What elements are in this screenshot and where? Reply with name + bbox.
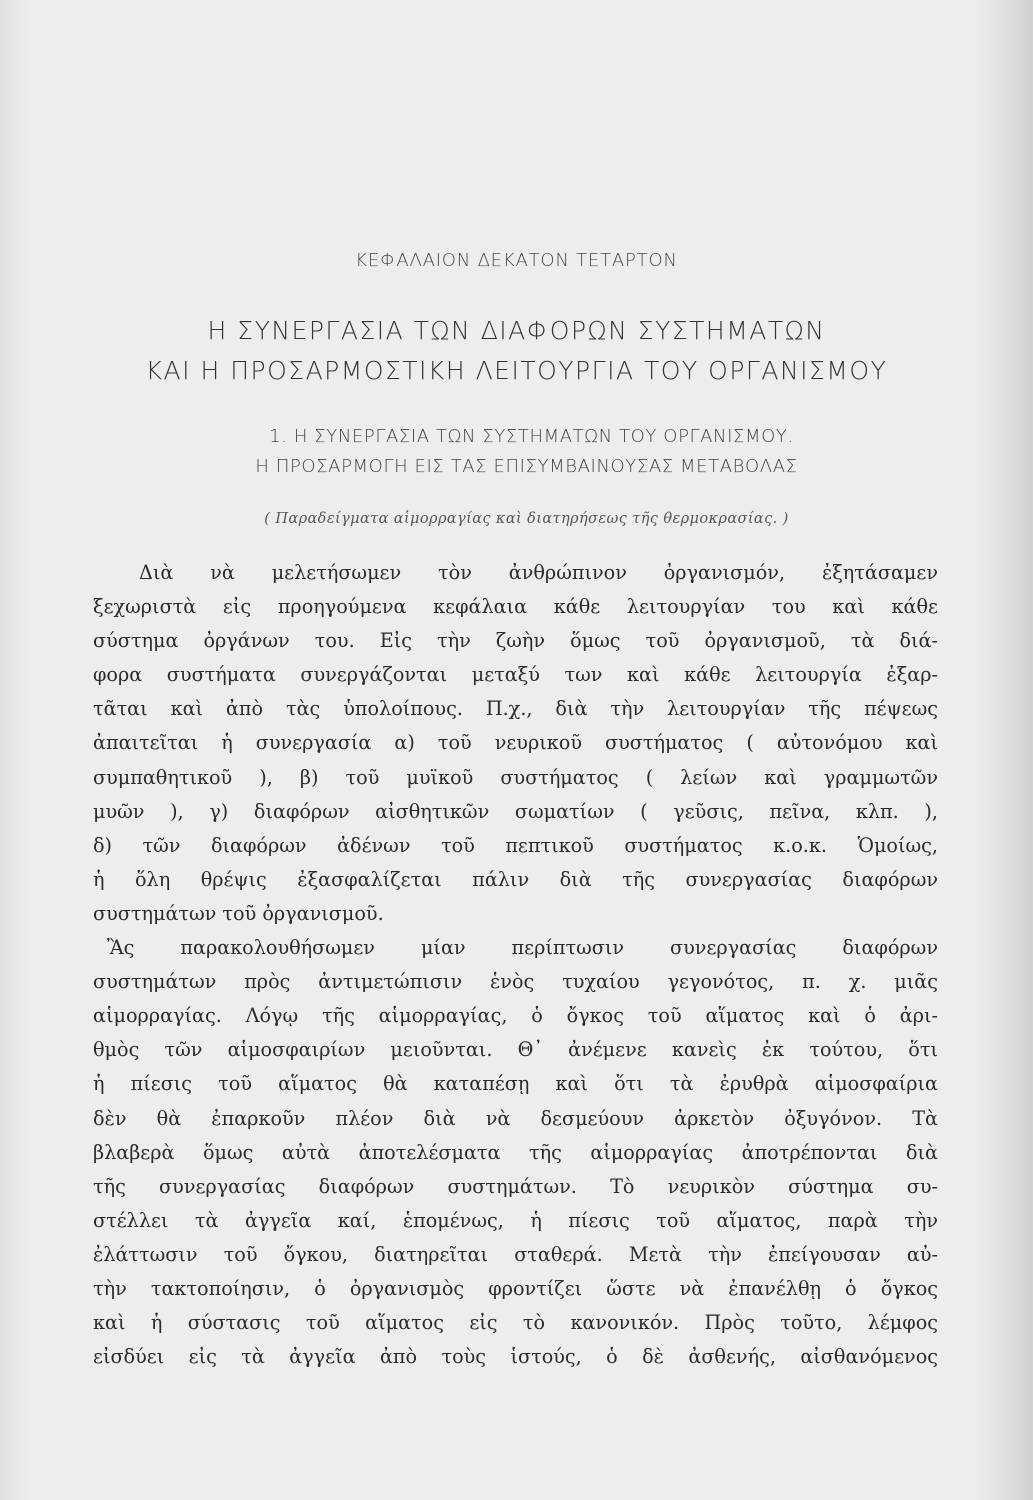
text-line: συστημάτων πρὸς ἀντιμετώπισιν ἑνὸς τυχαίου γεγονότος, π. χ. μιᾶς [93,970,938,994]
page-shadow-right [973,0,1033,1500]
section-heading-line-2: Η ΠΡΟΣΑΡΜΟΓΗ ΕΙΣ ΤΑΣ ΕΠΙΣΥΜΒΑΙΝΟΥΣΑΣ ΜΕΤΑΒΟΛΑΣ [255,456,798,477]
body-text [93,556,938,1374]
text-line: σύστημα ὀργάνων του. Εἰς τὴν ζωὴν ὅμως τοῦ ὀργανισμοῦ, τὰ διά- [93,629,938,653]
chapter-title-line-2: ΚΑΙ Η ΠΡΟΣΑΡΜΟΣΤΙΚΗ ΛΕΙΤΟΥΡΓΙΑ ΤΟΥ ΟΡΓΑΝΙΣΜΟΥ [145,356,888,385]
text-line: ἡ ὅλη θρέψις ἐξασφαλίζεται πάλιν διὰ τῆς συνεργασίας διαφόρων [93,867,938,891]
text-line: ἡ πίεσις τοῦ αἵματος θὰ καταπέσῃ καὶ ὅτι τὰ ἐρυθρὰ αἱμοσφαίρια [93,1072,938,1096]
text-line: Διὰ νὰ μελετήσωμεν τὸν ἀνθρώπινον ὀργανισμόν, ἐξητάσαμεν [139,561,938,584]
text-line: βλαβερὰ ὅμως αὐτὰ ἀποτελέσματα τῆς αἱμορραγίας ἀποτρέπονται διὰ [93,1140,938,1164]
text-line: συστημάτων τοῦ ὀργανισμοῦ. [93,901,384,925]
text-line: φορα συστήματα συνεργάζονται μεταξύ των καὶ κάθε λειτουργία ἐξαρ- [93,663,938,687]
text-line: ἀπαιτεῖται ἡ συνεργασία α) τοῦ νευρικοῦ συστήματος ( αὐτονόμου καὶ [93,731,938,755]
text-line: εἰσδύει εἰς τὰ ἀγγεῖα ἀπὸ τοὺς ἱστούς, ὁ δὲ ἀσθενής, αἰσθανόμενος [93,1345,938,1369]
text-line: συμπαθητικοῦ ), β) τοῦ μυϊκοῦ συστήματος ( λείων καὶ γραμμωτῶν [93,765,938,789]
paragraph [93,556,938,931]
text-line: μυῶν ), γ) διαφόρων αἰσθητικῶν σωματίων ( γεῦσις, πεῖνα, κλπ. ), [93,799,938,823]
text-line: αἱμορραγίας. Λόγῳ τῆς αἱμορραγίας, ὁ ὄγκος τοῦ αἵματος καὶ ὁ ἀρι- [93,1004,938,1028]
text-line: τᾶται καὶ ἀπὸ τὰς ὑπολοίπους. Π.χ., διὰ τὴν λειτουργίαν τῆς πέψεως [93,697,938,721]
chapter-title-line-1: Η ΣΥΝΕΡΓΑΣΙΑ ΤΩΝ ΔΙΑΦΟΡΩΝ ΣΥΣΤΗΜΑΤΩΝ [207,316,826,345]
paragraph [93,931,938,1374]
text-line: Ἂς παρακολουθήσωμεν μίαν περίπτωσιν συνεργασίας διαφόρων [107,936,938,960]
text-line: καὶ ἡ σύστασις τοῦ αἵματος εἰς τὸ κανονικόν. Πρὸς τοῦτο, λέμφος [93,1311,938,1335]
page-shadow-left [0,0,30,1500]
text-line: δὲν θὰ ἐπαρκοῦν πλέον διὰ νὰ δεσμεύουν ἀρκετὸν ὀξυγόνον. Τὰ [93,1106,938,1130]
text-line: τὴν τακτοποίησιν, ὁ ὀργανισμὸς φροντίζει ὥστε νὰ ἐπανέλθῃ ὁ ὄγκος [93,1276,938,1300]
text-line: θμὸς τῶν αἱμοσφαιρίων μειοῦνται. Θ᾽ ἀνέμενε κανεὶς ἐκ τούτου, ὅτι [93,1038,938,1062]
text-line: δ) τῶν διαφόρων ἀδένων τοῦ πεπτικοῦ συστήματος κ.ο.κ. Ὁμοίως, [93,833,938,857]
chapter-heading: ΚΕΦΑΛΑΙΟΝ ΔΕΚΑΤΟΝ ΤΕΤΑΡΤΟΝ [355,250,678,271]
text-line: στέλλει τὰ ἀγγεῖα καί, ἑπομένως, ἡ πίεσις τοῦ αἵματος, παρὰ τὴν [93,1208,938,1232]
text-line: ξεχωριστὰ εἰς προηγούμενα κεφάλαια κάθε λειτουργίαν του καὶ κάθε [93,595,938,619]
text-line: τῆς συνεργασίας διαφόρων συστημάτων. Τὸ νευρικὸν σύστημα συ- [93,1174,938,1198]
section-subtitle: ( Παραδείγματα αἱμορραγίας καὶ διατηρήσεως τῆς θερμοκρασίας. ) [264,511,789,527]
section-heading-line-1: 1. Η ΣΥΝΕΡΓΑΣΙΑ ΤΩΝ ΣΥΣΤΗΜΑΤΩΝ ΤΟΥ ΟΡΓΑΝΙΣΜΟΥ. [269,426,794,447]
text-line: ἐλάττωσιν τοῦ ὄγκου, διατηρεῖται σταθερά. Μετὰ τὴν ἐπείγουσαν αὐ- [93,1242,938,1266]
